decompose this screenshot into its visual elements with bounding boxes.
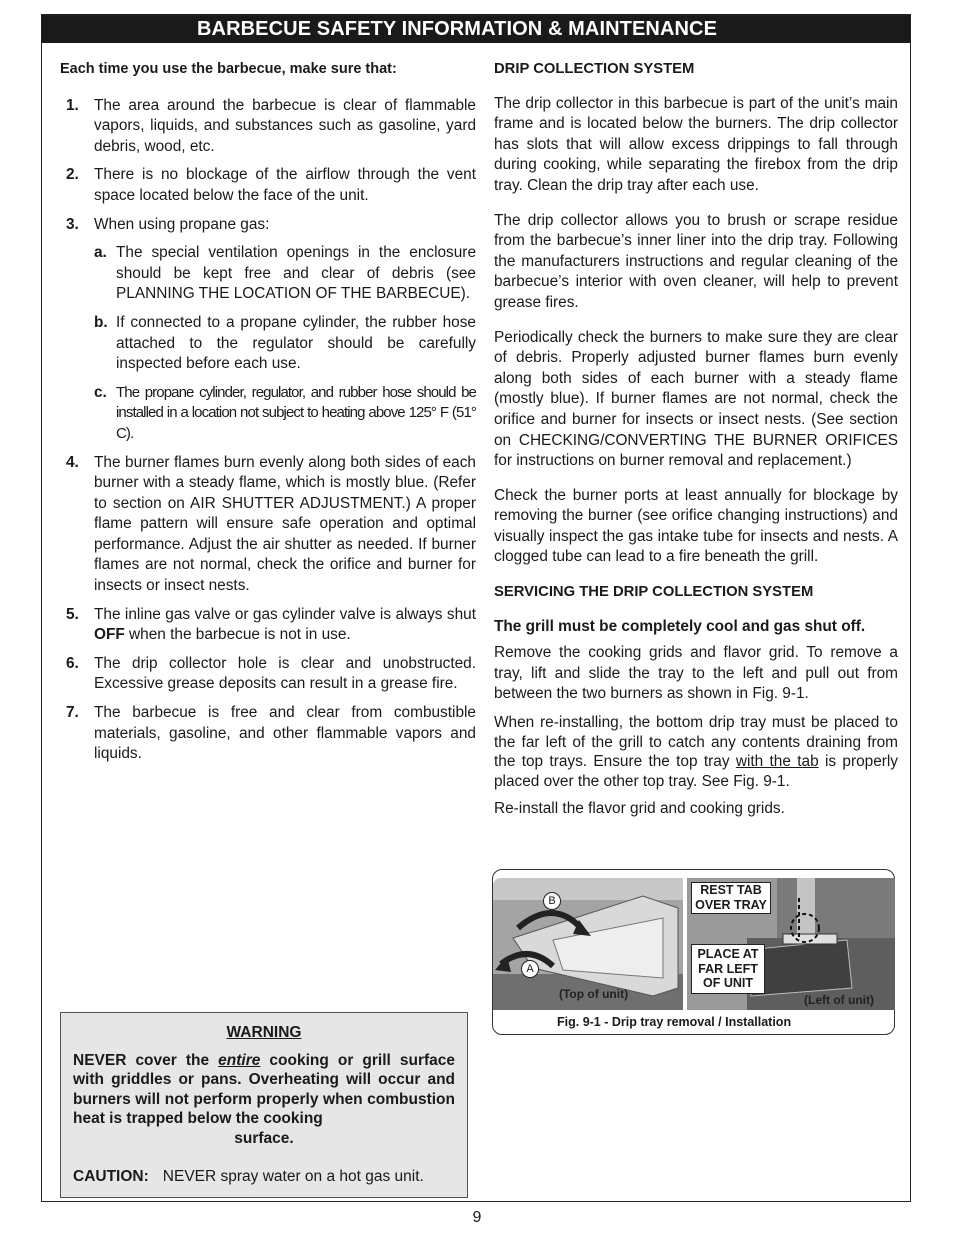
right-column	[494, 59, 898, 834]
warning-title: WARNING	[226, 1024, 302, 1041]
list-item	[60, 96, 476, 158]
list-item	[60, 605, 476, 646]
paragraph: The drip collector allows you to brush or scrape residue from the barbecue’s inner liner into the drip tray. Following the manufacturers instructions and regular cleaning of the barbecue’s interior with oven cleaner, will help to prevent grease fires.	[494, 211, 898, 311]
tray-removal-photo	[493, 878, 683, 1010]
page-number: 9	[472, 1209, 482, 1226]
off-emphasis: OFF	[94, 626, 125, 644]
drip-collection-heading: DRIP COLLECTION SYSTEM	[494, 61, 695, 77]
reinstall-paragraph	[494, 713, 898, 791]
item-number: 7.	[66, 704, 79, 722]
sub-item-text: The special ventilation openings in the enclosure should be kept free and clear of debris (see PLANNING THE LOCATION OF THE BARBECUE).	[116, 244, 476, 303]
item-number: 6.	[66, 654, 79, 672]
paragraph: Check the burner ports at least annually for blockage by removing the burner (see orifice changing instructions) and visually inspect the gas intake tube for insects and nests. A clogged tube can lead to a fire beneath the grill.	[494, 486, 898, 566]
paragraph: Remove the cooking grids and flavor grid. To remove a tray, lift and slide the tray to the left and pull out from between the two burners as shown in Fig. 9-1.	[494, 644, 898, 703]
list-item	[60, 215, 476, 445]
item-number: 1.	[66, 96, 79, 114]
caution-label: CAUTION:	[73, 1168, 149, 1185]
warning-box	[60, 1012, 468, 1198]
marker-a: A	[521, 960, 539, 978]
sub-list-item	[94, 383, 476, 445]
left-column	[60, 59, 476, 773]
warning-text-end: surface.	[234, 1129, 294, 1147]
sub-item-letter: a.	[94, 244, 107, 262]
list-item	[60, 453, 476, 597]
paragraph: The drip collector in this barbecue is part of the unit’s main frame and is located below the burners. The drip collector has slots that will allow excess drippings to fall through during cooking, while separating the firebox from the drip tray. Clean the drip tray after each use.	[494, 94, 898, 194]
caution-line	[73, 1167, 455, 1187]
item-text: The area around the barbecue is clear of flammable vapors, liquids, and substances such as gasoline, yard debris, wood, etc.	[94, 96, 476, 155]
checklist-lead: Each time you use the barbecue, make sure that:	[60, 61, 397, 77]
sub-item-letter: b.	[94, 313, 108, 331]
sub-item-text: If connected to a propane cylinder, the rubber hose attached to the regulator should be carefully inspected before each use.	[116, 313, 476, 373]
top-of-unit-caption: (Top of unit)	[559, 987, 629, 1001]
list-item	[60, 165, 476, 206]
underlined-text: with the tab	[735, 753, 819, 771]
item-text: When using propane gas:	[94, 215, 270, 233]
warning-emphasis: entire	[218, 1051, 261, 1069]
item-number: 3.	[66, 215, 79, 233]
text-part: When re-installing, the bottom drip tray must be placed to the far left of the grill to catch any contents draining from the top trays. Ensure the top tray	[494, 714, 898, 771]
rest-tab-callout: REST TAB OVER TRAY	[691, 882, 771, 914]
list-item	[60, 703, 476, 765]
caution-text: NEVER spray water on a hot gas unit.	[162, 1168, 424, 1185]
tray-installation-photo	[687, 878, 895, 1010]
item-text	[94, 605, 476, 646]
paragraph: Re-install the flavor grid and cooking grids.	[494, 800, 785, 818]
sub-list-item	[94, 313, 476, 375]
warning-text-part: cooking or grill surface with griddles or pans. Overheating will occur and burners will not perform properly when combustion heat is trapped below the cooking	[73, 1051, 455, 1127]
item-text: There is no blockage of the airflow through the vent space located below the face of the unit.	[94, 166, 476, 204]
item-text-part: when the barbecue is not in use.	[124, 626, 351, 644]
sub-list-item	[94, 243, 476, 305]
item-number: 5.	[66, 605, 79, 623]
page-title: BARBECUE SAFETY INFORMATION & MAINTENANCE	[42, 15, 910, 43]
item-text: The barbecue is free and clear from combustible materials, gasoline, and other flammable vapors and liquids.	[94, 704, 476, 763]
text-part: is properly placed over the other top tray. See Fig. 9-1.	[494, 753, 898, 790]
sub-item-text: The propane cylinder, regulator, and rubber hose should be installed in a location not subject to heating above 125° F (51° C).	[116, 383, 476, 442]
item-text-part: The inline gas valve or gas cylinder valve is always shut	[94, 605, 476, 623]
propane-sublist	[94, 243, 476, 444]
marker-b: B	[543, 892, 561, 910]
warning-text	[73, 1051, 455, 1129]
paragraph: Periodically check the burners to make sure they are clear of debris. Properly adjusted burner flames burn evenly along both sides of each burner with a steady flame (mostly blue). If burner flames are not normal, check the orifice and burner for insects or insect nests. (See section on CHECKING/CONVERTING THE BURNER ORIFICES for instructions on burner removal and replacement.)	[494, 328, 898, 470]
item-number: 2.	[66, 166, 79, 184]
left-of-unit-caption: (Left of unit)	[804, 993, 874, 1007]
sub-item-letter: c.	[94, 383, 107, 401]
cool-warning-line: The grill must be completely cool and gas shut off.	[494, 617, 866, 635]
place-far-left-callout: PLACE AT FAR LEFT OF UNIT	[691, 944, 765, 994]
page-frame	[41, 14, 911, 1202]
item-text: The burner flames burn evenly along both sides of each burner with a steady flame, which is mostly blue. (Refer to section on AIR SHUTTER ADJUSTMENT.) A proper flame pattern will ensure safe operation and optimal performance. Adjust the air shutter as needed. If burner flames are not normal, check the orifice and burner for insects or insect nests.	[94, 453, 476, 595]
figure-caption: Fig. 9-1 - Drip tray removal / Installation	[557, 1015, 792, 1029]
safety-checklist	[60, 96, 476, 765]
item-number: 4.	[66, 453, 79, 471]
servicing-heading: SERVICING THE DRIP COLLECTION SYSTEM	[494, 584, 814, 601]
list-item	[60, 654, 476, 695]
warning-text-part: NEVER cover the	[73, 1051, 219, 1069]
item-text: The drip collector hole is clear and unobstructed. Excessive grease deposits can result in a grease fire.	[94, 654, 476, 693]
figure-9-1	[492, 869, 895, 1035]
